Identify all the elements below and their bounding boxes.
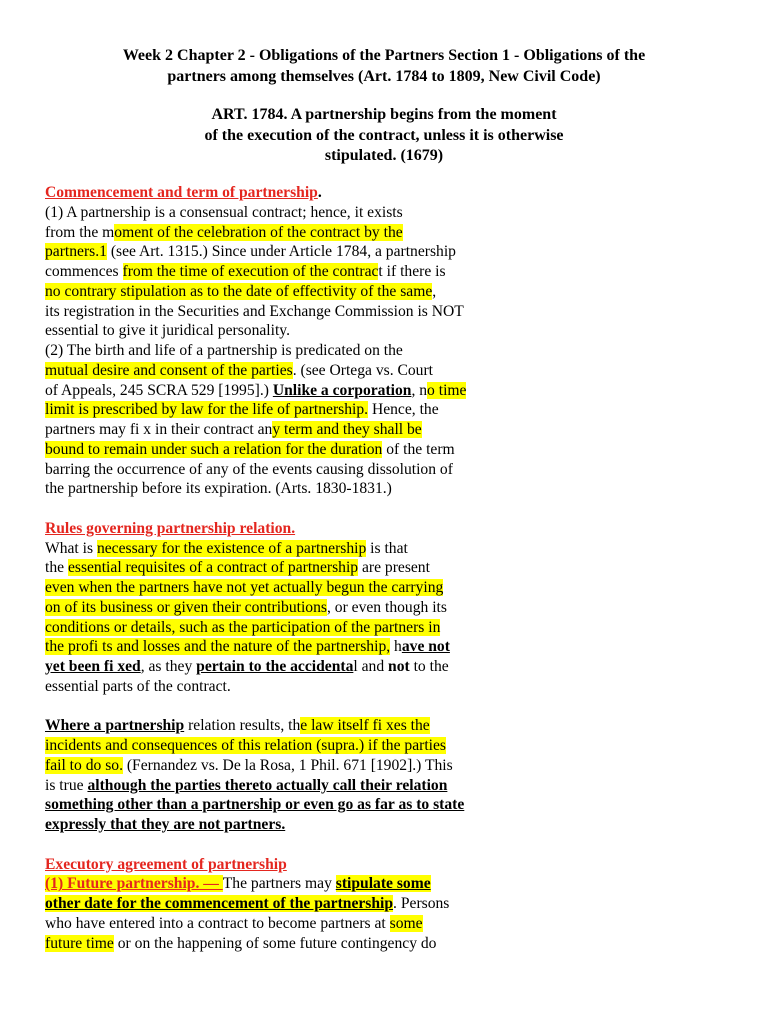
paragraph-gap	[45, 697, 745, 717]
article-line: ART. 1784. A partnership begins from the moment	[211, 106, 557, 123]
paragraph-line	[45, 914, 745, 934]
text-run: of Appeals, 245 SCRA 529 [1995].)	[45, 381, 273, 399]
text-run: Hence, the	[368, 401, 439, 419]
section-heading-commencement	[45, 183, 745, 203]
text-run: some	[389, 914, 423, 932]
text-run: something other than a partnership or even go as far as to state	[45, 796, 465, 814]
document-title	[40, 45, 728, 87]
text-run: relation results, th	[184, 717, 301, 735]
text-run: partners may fi x in their contract an	[45, 421, 273, 438]
text-run: essential requisites of a contract of partnership	[67, 559, 359, 577]
text-run: oment of the celebration of the contract by the	[114, 223, 403, 241]
text-run: yet been fi xed	[45, 658, 141, 675]
paragraph-line: essential parts of the contract.	[45, 677, 231, 695]
text-run: Executory agreement of partnership	[45, 855, 287, 873]
text-run: (see Art. 1315.) Since under Article 1784, a partnership	[106, 243, 456, 261]
text-run: , n	[411, 381, 428, 399]
text-run: is true	[45, 776, 88, 794]
paragraph-line	[45, 716, 745, 736]
text-run: (Fernandez vs. De la Rosa, 1 Phil. 671 [1902].) This	[122, 756, 453, 774]
paragraph-line	[45, 795, 745, 815]
paragraph-line: (2) The birth and life of a partnership is predicated on the	[45, 342, 403, 359]
text-run: of the term	[382, 440, 455, 458]
text-run: the profi ts and losses and the nature of the partnership,	[45, 638, 391, 656]
paragraph-line	[45, 776, 745, 796]
paragraph-line	[45, 558, 745, 578]
text-run: , or even though its	[326, 598, 447, 616]
paragraph-line: (1) A partnership is a consensual contract; hence, it exists	[45, 203, 403, 221]
paragraph-line	[45, 381, 745, 401]
text-run: . Persons	[393, 895, 450, 912]
article-line: of the execution of the contract, unless it is otherwise	[204, 126, 564, 144]
text-run: who have entered into a contract to become partners at	[45, 914, 390, 932]
paragraph-line	[45, 874, 745, 894]
paragraph-line	[45, 598, 745, 618]
text-run: stipulate some	[335, 875, 431, 893]
text-run: from the time of execution of the contrac	[122, 263, 379, 280]
text-run: y term and they shall be	[272, 421, 422, 438]
article-line: stipulated. (1679)	[324, 147, 444, 164]
text-run: from the m	[45, 223, 115, 241]
text-run: . (see Ortega vs. Court	[292, 361, 434, 379]
text-run: pertain to the accidenta	[196, 658, 354, 675]
text-run: fail to do so.	[45, 756, 123, 774]
text-run: The partners may	[222, 875, 336, 893]
text-run: Unlike a corporation	[272, 381, 412, 399]
text-run: h	[390, 638, 402, 656]
paragraph-line	[45, 539, 745, 559]
text-run: .	[317, 184, 322, 201]
text-run: t if there is	[378, 263, 446, 280]
paragraph-line	[45, 736, 745, 756]
article-1784	[40, 105, 728, 167]
text-run: are present	[358, 559, 430, 577]
text-run: ,	[432, 282, 437, 300]
paragraph-line	[45, 400, 745, 420]
section-heading-rules	[45, 519, 745, 539]
text-run: l and	[353, 658, 389, 675]
text-run: What is	[45, 539, 97, 557]
paragraph-line	[45, 578, 745, 598]
text-run: limit is prescribed by law for the life of partnership.	[45, 401, 369, 419]
text-run: other date for the commencement of the partnership	[45, 895, 394, 912]
text-run: the	[45, 559, 68, 577]
paragraph-line	[45, 420, 745, 440]
text-run: not	[388, 658, 410, 675]
text-run: Commencement and term of partnership	[45, 184, 318, 201]
text-run: o time	[427, 381, 467, 399]
text-run: to the	[409, 658, 449, 675]
text-run: mutual desire and consent of the parties	[45, 361, 293, 379]
text-run: is that	[366, 539, 408, 557]
document-body	[45, 183, 745, 953]
text-run: Rules governing partnership relation.	[45, 519, 296, 537]
text-run: or on the happening of some future contingency do	[113, 934, 437, 952]
text-run: even when the partners have not yet actually begun the carrying	[45, 579, 444, 596]
paragraph-line	[45, 815, 745, 835]
title-line: Week 2 Chapter 2 - Obligations of the Partners Section 1 - Obligations of the	[122, 47, 646, 64]
title-line: partners among themselves (Art. 1784 to 1809, New Civil Code)	[167, 68, 601, 85]
text-run: e law itself fi xes the	[300, 717, 430, 735]
paragraph-line	[45, 618, 745, 638]
paragraph-line	[45, 440, 745, 460]
text-run: bound to remain under such a relation for the duration	[45, 440, 383, 458]
paragraph-line	[45, 242, 745, 262]
paragraph-line	[45, 637, 745, 657]
text-run: incidents and consequences of this relation (supra.) if the parties	[45, 737, 446, 754]
paragraph-gap	[45, 835, 745, 855]
text-run: no contrary stipulation as to the date of effectivity of the same	[45, 282, 433, 300]
paragraph-line: barring the occurrence of any of the events causing dissolution of	[45, 460, 453, 478]
text-run: future time	[45, 934, 114, 952]
paragraph-line	[45, 894, 745, 914]
text-run: on of its business or given their contributions	[45, 598, 327, 616]
paragraph-line	[45, 282, 745, 302]
text-run: commences	[45, 263, 123, 280]
paragraph-line	[45, 223, 745, 243]
text-run: Where a partnership	[45, 717, 185, 735]
paragraph-line	[45, 934, 745, 954]
paragraph-line: its registration in the Securities and Exchange Commission is NOT	[45, 302, 464, 320]
text-run: ave not	[401, 638, 450, 656]
text-run: , as they	[140, 658, 197, 675]
paragraph-line	[45, 262, 745, 282]
text-run: conditions or details, such as the participation of the partners in	[45, 618, 441, 636]
text-run: expressly that they are not partners.	[45, 816, 286, 833]
text-run: partners.1	[45, 243, 107, 261]
text-run: necessary for the existence of a partnership	[96, 539, 367, 557]
paragraph-gap	[45, 499, 745, 519]
paragraph-line: essential to give it juridical personality.	[45, 322, 290, 340]
text-run: although the parties thereto actually call their relation	[87, 776, 448, 794]
section-heading-executory	[45, 855, 745, 875]
paragraph-line	[45, 756, 745, 776]
paragraph-line	[45, 657, 745, 677]
paragraph-line: the partnership before its expiration. (Arts. 1830-1831.)	[45, 480, 392, 498]
paragraph-line	[45, 361, 745, 381]
text-run: (1) Future partnership. —	[45, 875, 223, 893]
